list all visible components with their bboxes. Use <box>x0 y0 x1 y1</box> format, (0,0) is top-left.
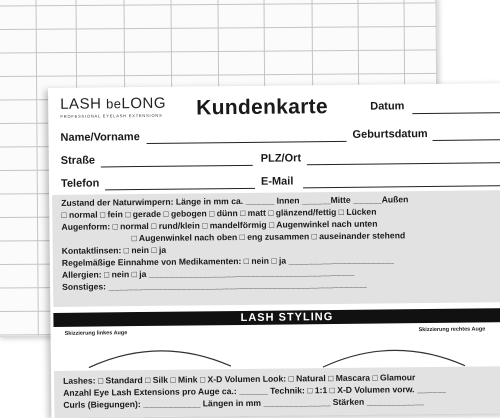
email-field[interactable] <box>303 185 500 188</box>
extensions-count-row[interactable]: Anzahl Eye Lash Extensions pro Auge ca.: ______ Technik: □ 1:1 □ X-D Volumen vorw. ______ <box>63 383 446 398</box>
curls-row[interactable]: Curls (Biegungen): ____________ Längen in mm ______________ Stärken ____________ <box>63 396 425 410</box>
strasse-label: Straße <box>60 154 96 167</box>
lash-type-row[interactable]: Lashes: □ Standard □ Silk □ Mink □ X-D Volumen Look: □ Natural □ Mascara □ Glamour <box>63 372 416 386</box>
datum-field[interactable] <box>412 112 500 114</box>
logo-word-lash: LASH <box>60 95 102 113</box>
telefon-label: Telefon <box>60 177 100 190</box>
email-label: E-Mail <box>260 175 294 188</box>
lash-styling-banner: LASH STYLING <box>53 308 500 327</box>
left-eye-label: Skizzierung linkes Auge <box>64 330 128 337</box>
natural-lashes-section <box>52 190 500 307</box>
datum-label: Datum <box>370 100 405 113</box>
brand-logo <box>60 95 166 119</box>
strasse-field[interactable] <box>101 165 253 168</box>
right-eye-label: Skizzierung rechtes Auge <box>418 326 486 334</box>
logo-word-long: LONG <box>121 94 167 113</box>
customer-card <box>48 83 500 418</box>
eye-shape-row-2[interactable]: □ Augenwinkel nach oben □ eng zusammen □ auseinander stehend <box>131 230 406 244</box>
grid-column-line <box>36 0 38 336</box>
medication-row[interactable]: Regelmäßige Einnahme von Medikamenten: □ nein □ ja ______________________ <box>61 254 394 268</box>
logo-tagline: PROFESSIONAL EYELASH EXTENSIONS <box>60 112 163 119</box>
plz-label: PLZ/Ort <box>260 152 302 165</box>
telefon-field[interactable] <box>105 188 255 191</box>
plz-field[interactable] <box>307 162 500 165</box>
lash-condition-options[interactable]: □ normal □ fein □ gerade □ gebogen □ dünn □ matt □ glänzend/fettig □ Lücken <box>61 206 377 220</box>
misc-row[interactable]: Sonstiges: ______________________________________________________ <box>62 278 367 292</box>
name-field[interactable] <box>147 141 347 144</box>
geburtsdatum-label: Geburtsdatum <box>352 128 428 141</box>
card-title: Kundenkarte <box>196 95 329 120</box>
eye-shape-row[interactable]: Augenform: □ normal □ rund/klein □ mandelförmig □ Augenwinkel nach unten <box>61 218 378 232</box>
logo-wordmark <box>60 95 166 113</box>
natural-length-row: Zustand der Naturwimpern: Länge in mm ca. ______ Innen ______Mitte ______Außen <box>61 194 409 208</box>
lash-options-section <box>54 366 500 418</box>
left-eye-sketch-icon <box>85 340 235 372</box>
geburtsdatum-field[interactable] <box>433 139 500 141</box>
name-label: Name/Vorname <box>60 131 140 144</box>
logo-word-be: be <box>105 96 122 112</box>
contact-lenses-row[interactable]: Kontaktlinsen: □ nein □ ja <box>61 244 167 256</box>
allergies-row[interactable]: Allergien: □ nein □ ja ___________________________________________ <box>61 266 355 280</box>
